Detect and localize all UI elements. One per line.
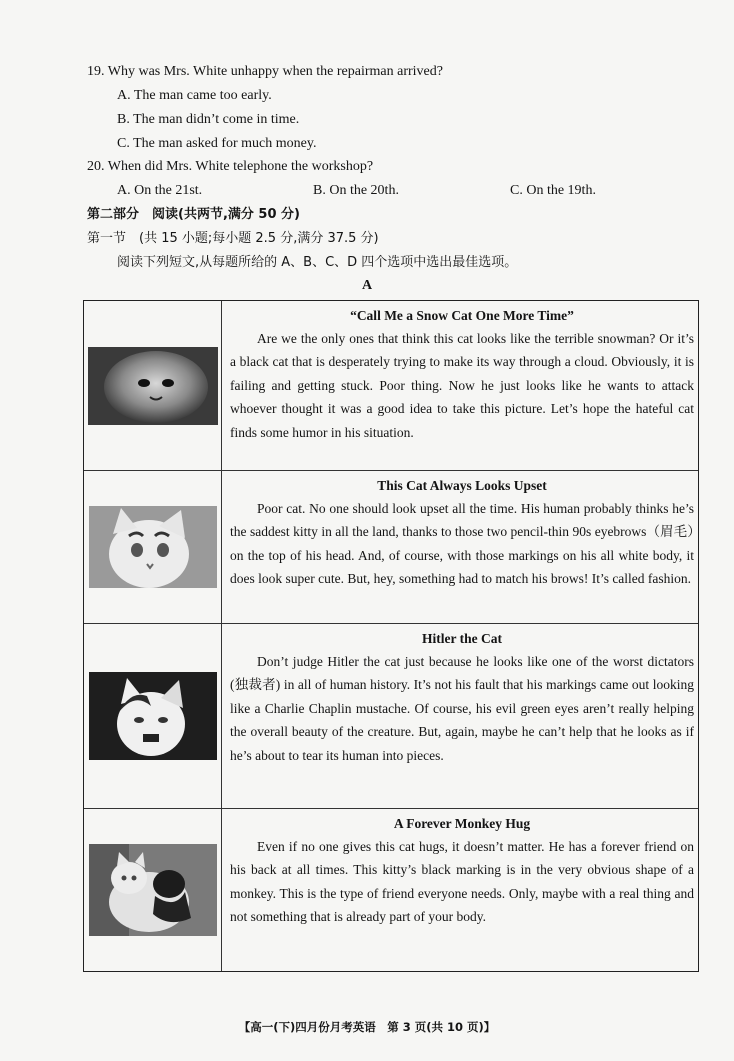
subsection-heading: 第一节 (共 15 小题;每小题 2.5 分,满分 37.5 分) (87, 231, 379, 246)
hitler-cat-photo (84, 624, 222, 808)
passage-3-body: Don’t judge Hitler the cat just because he looks like one of the worst dictators (独裁者) in all of human history. It’s not his fault that his markings came out looking like a Charlie Chaplin mustache. Of course, his evil green eyes aren’t really helping the overall beauty of the creature. But, again, maybe he can’t help that he looks as if he’s about to tear its human into pieces. (230, 654, 694, 763)
question-20-option-c: C. On the 19th. (510, 183, 596, 198)
passage-4-body: Even if no one gives this cat hugs, it doesn’t matter. He has a forever friend on his back at all times. This kitty’s black marking is in the very obvious shape of a monkey. This is the type of friend everyone needs. Only, maybe with a real thing and not something that is already part of your body. (230, 839, 694, 925)
snow-cat-photo (84, 301, 222, 470)
passage-1 (222, 301, 698, 470)
passage-2-body: Poor cat. No one should look upset all the time. His human probably thinks he’s the saddest kitty in all the land, thanks to those two pencil-thin 90s eyebrows（眉毛）on the top of his head. And, of course, with those markings on his all white body, it does look super cute. But, hey, something had to match his brows! It’s called fashion. (230, 501, 694, 587)
passage-1-body: Are we the only ones that think this cat looks like the terrible snowman? Or it’s a black cat that is desperately trying to make its way through a cloud. Obviously, it is failing and getting stuck. Poor thing. Now he just looks like he wants to attack whoever thought it was a good idea to take this picture. Let’s hope the hateful cat finds some humor in his situation. (230, 331, 694, 440)
passage-letter: A (361, 278, 373, 293)
passage-3-title: Hitler the Cat (422, 631, 502, 646)
question-19-option-b: B. The man didn’t come in time. (117, 112, 300, 127)
passage-table (83, 300, 699, 972)
passage-4 (222, 809, 698, 971)
passage-2-title: This Cat Always Looks Upset (377, 478, 547, 493)
question-19-stem: 19. Why was Mrs. White unhappy when the repairman arrived? (87, 64, 443, 79)
passage-3 (222, 624, 698, 808)
monkey-cat-photo (84, 809, 222, 971)
question-19-option-c: C. The man asked for much money. (117, 136, 317, 151)
page-footer: 【高一(下)四月份月考英语 第 3 页(共 10 页)】 (238, 1020, 496, 1034)
table-row (84, 809, 698, 971)
table-row (84, 471, 698, 624)
reading-instruction: 阅读下列短文,从每题所给的 A、B、C、D 四个选项中选出最佳选项。 (117, 255, 518, 270)
passage-1-title: “Call Me a Snow Cat One More Time” (350, 308, 574, 323)
upset-cat-photo (84, 471, 222, 623)
question-20-option-b: B. On the 20th. (313, 183, 399, 198)
question-19-option-a: A. The man came too early. (117, 88, 272, 103)
question-20-options (117, 181, 637, 201)
passage-2 (222, 471, 698, 623)
table-row (84, 624, 698, 809)
table-row (84, 301, 698, 471)
question-20-option-a: A. On the 21st. (117, 183, 203, 198)
passage-4-title: A Forever Monkey Hug (393, 816, 531, 831)
part-heading: 第二部分 阅读(共两节,满分 50 分) (87, 207, 300, 222)
question-20-stem: 20. When did Mrs. White telephone the workshop? (87, 159, 374, 174)
